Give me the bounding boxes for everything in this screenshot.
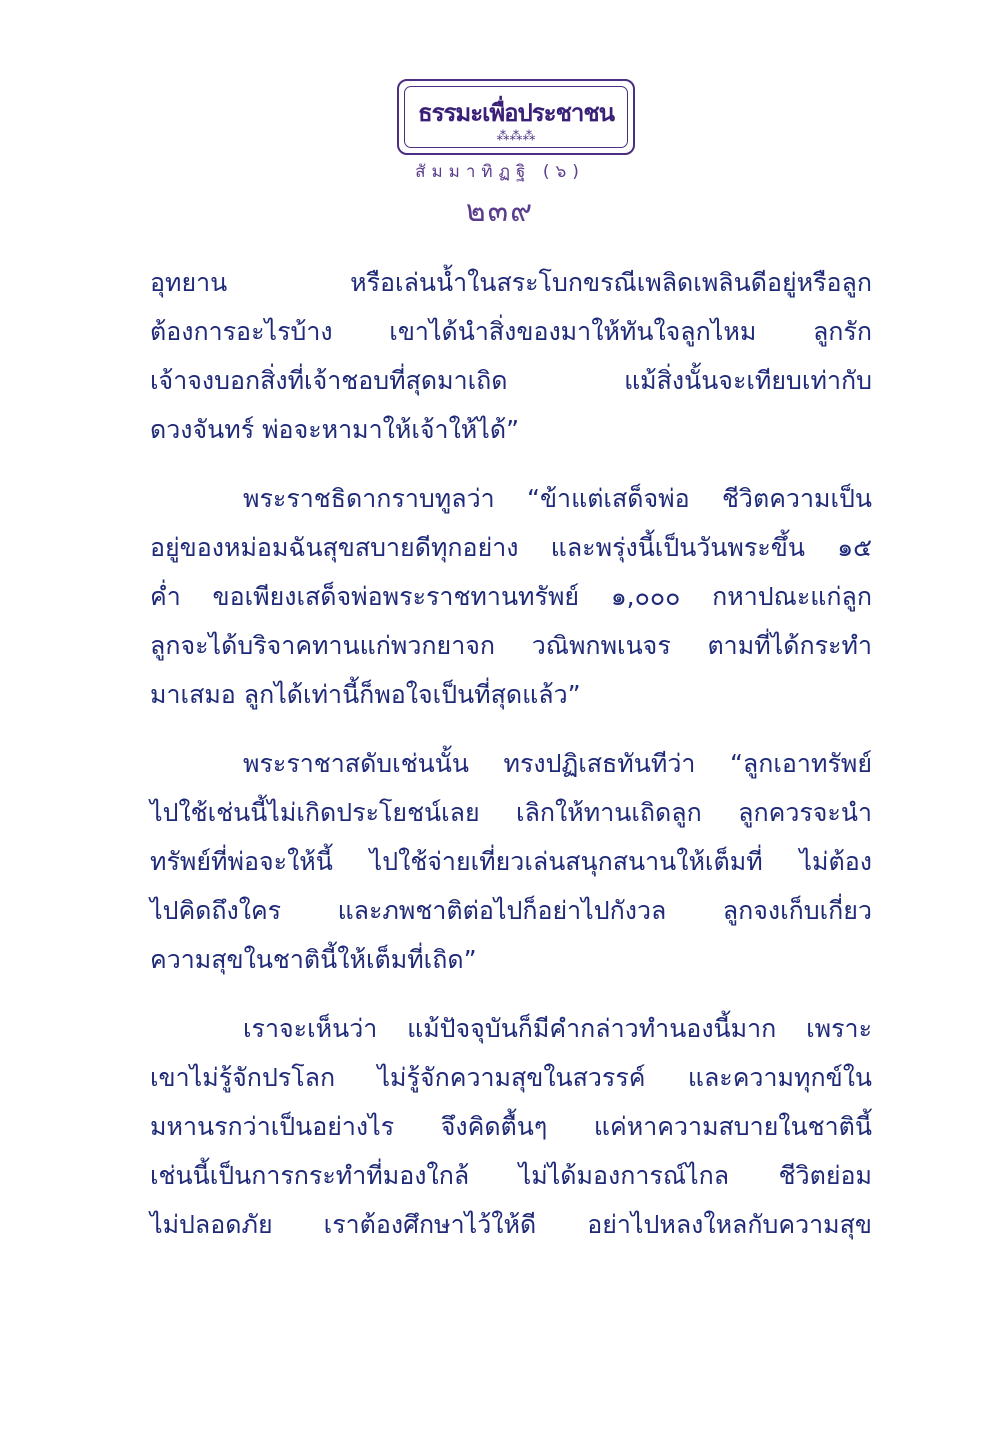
text-line: ต้องการอะไรบ้าง เขาได้นำสิ่งของมาให้ทันใจลูกไหม ลูกรัก <box>150 317 872 346</box>
text-line: อยู่ของหม่อมฉันสุขสบายดีทุกอย่าง และพรุ่งนี้เป็นวันพระขึ้น ๑๕ <box>150 533 872 562</box>
text-line: เช่นนี้เป็นการกระทำที่มองใกล้ ไม่ได้มองการณ์ไกล ชีวิตย่อม <box>150 1161 872 1190</box>
text-line: ไปคิดถึงใคร และภพชาติต่อไปก็อย่าไปกังวล ลูกจงเก็บเกี่ยว <box>150 896 872 925</box>
text-line: เขาไม่รู้จักปรโลก ไม่รู้จักความสุขในสวรรค์ และความทุกข์ใน <box>150 1063 872 1092</box>
text-line: ความสุขในชาตินี้ให้เต็มที่เถิด” <box>150 945 477 974</box>
paragraph <box>150 474 872 719</box>
paragraph <box>150 1004 872 1249</box>
text-line: พระราชาสดับเช่นนั้น ทรงปฏิเสธทันทีว่า “ลูกเอาทรัพย์ <box>243 749 872 778</box>
paragraph <box>150 739 872 984</box>
body-text <box>150 258 872 1249</box>
page-number: ๒๓๙ <box>465 194 535 229</box>
text-line: อุทยาน หรือเล่นน้ำในสระโบกขรณีเพลิดเพลินดีอยู่หรือลูก <box>150 268 872 297</box>
text-line: ไม่ปลอดภัย เราต้องศึกษาไว้ให้ดี อย่าไปหลงใหลกับความสุข <box>150 1210 872 1239</box>
text-line: มาเสมอ ลูกได้เท่านี้ก็พอใจเป็นที่สุดแล้ว” <box>150 680 581 709</box>
text-line: ดวงจันทร์ พ่อจะหามาให้เจ้าให้ได้” <box>150 415 520 444</box>
text-line: ค่ำ ขอเพียงเสด็จพ่อพระราชทานทรัพย์ ๑,๐๐๐ กหาปณะแก่ลูก <box>150 582 872 611</box>
text-line: มหานรกว่าเป็นอย่างไร จึงคิดตื้นๆ แค่หาความสบายในชาตินี้ <box>150 1112 872 1141</box>
text-line: ลูกจะได้บริจาคทานแก่พวกยาจก วณิพกพเนจร ตามที่ได้กระทำ <box>150 631 872 660</box>
text-line: ทรัพย์ที่พ่อจะให้นี้ ไปใช้จ่ายเที่ยวเล่นสนุกสนานให้เต็มที่ ไม่ต้อง <box>150 847 872 876</box>
text-line: เจ้าจงบอกสิ่งที่เจ้าชอบที่สุดมาเถิด แม้สิ่งนั้นจะเทียบเท่ากับ <box>150 366 872 395</box>
text-line: ไปใช้เช่นนี้ไม่เกิดประโยชน์เลย เลิกให้ทานเถิดลูก ลูกควรจะนำ <box>150 798 872 827</box>
logo-text: ธรรมะเพื่อประชาชน <box>417 99 615 127</box>
section-title: สัมมาทิฏฐิ (๖) <box>415 162 585 182</box>
book-series-logo <box>397 79 635 155</box>
text-line: พระราชธิดากราบทูลว่า “ข้าแต่เสด็จพ่อ ชีวิตความเป็น <box>243 484 872 513</box>
text-line: เราจะเห็นว่า แม้ปัจจุบันก็มีคำกล่าวทำนองนี้มาก เพราะ <box>243 1014 872 1043</box>
ornament-icon: ⁂⁂⁂ <box>496 129 536 144</box>
paragraph <box>150 258 872 454</box>
